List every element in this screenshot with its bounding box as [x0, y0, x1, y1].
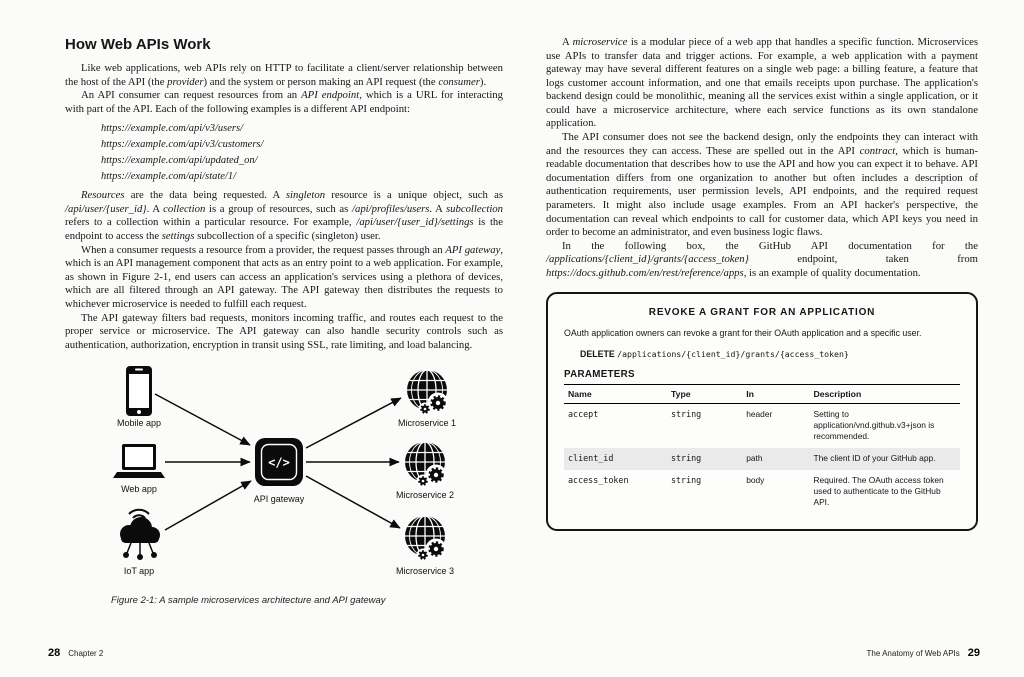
paragraph: Resources are the data being requested. A singleton resource is a unique object, such as /api/user/{user_id}. A collection is a group of resources, such as /api/profiles/users. A subcollection refers to a collection within a particular resource. For example, /api/user/{user_id}/settings is the endpoint to access the settings subcollection of a specific (singleton) user. — [65, 189, 504, 243]
label-iot-app: IoT app — [123, 566, 155, 577]
param-name: access_token — [568, 474, 629, 485]
paragraph: A microservice is a modular piece of a web app that handles a specific function. Microservices use APIs to transfer data and trigger actions. For example, a web application with a payment gateway may have several different features on a single web page: a billing feature, a feature that logs customer account information, and one that emails receipts upon purchase. The application's backend design could be monolithic, meaning all the services exist within a single application, or it could have a microservice architecture, where each service functions as its own standalone application. — [546, 36, 978, 130]
mobile-phone-icon — [126, 366, 152, 416]
table-header-row — [564, 385, 960, 404]
col-header-description: Description — [810, 385, 961, 404]
param-name: accept — [568, 409, 599, 420]
chapter-label: Chapter 2 — [68, 649, 104, 658]
param-in: body — [746, 474, 765, 485]
label-microservice-2: Microservice 2 — [395, 490, 455, 501]
doc-box-intro: OAuth application owners can revoke a grant for their OAuth application and a specific user. — [564, 328, 922, 339]
parameters-table — [564, 384, 960, 513]
figure-2-1 — [109, 362, 503, 606]
param-in: path — [746, 453, 763, 464]
paragraph: Like web applications, web APIs rely on HTTP to facilitate a client/server relationship between the host of the API (the provider) and the system or person making an API request (the consumer). — [65, 62, 503, 88]
param-description: The client ID of your GitHub app. — [813, 453, 936, 464]
chapter-label: The Anatomy of Web APIs — [866, 649, 960, 658]
param-name: client_id — [568, 453, 614, 464]
footer-right — [867, 647, 980, 659]
endpoint-example: https://example.com/api/v3/users/ — [101, 123, 244, 135]
microservice-3-icon — [405, 516, 447, 562]
arrow-mobile-to-gateway — [155, 394, 250, 445]
paragraph: The API consumer does not see the backend design, only the endpoints they can interact with and the resources they can access. These are spelled out in the API contract, which is human-readable documentation that describes how to use the API and how you can expect it to behave. API documentation differs from one organization to another but often includes a description of authentication requirements, user permission levels, API endpoints, and the required request parameters. It might also include usage examples. From an API hacker's perspective, the documentation can reveal which endpoints to call for customer data, which API keys you need in order to become an administrator, and even business logic flaws. — [546, 131, 978, 239]
page-left — [65, 36, 503, 606]
table-row — [564, 470, 960, 514]
microservice-1-icon — [407, 370, 449, 416]
arrow-gateway-to-ms1 — [306, 398, 401, 448]
endpoint-example: https://example.com/api/updated_on/ — [101, 154, 258, 166]
endpoint-example: https://example.com/api/state/1/ — [101, 170, 237, 182]
api-doc-box — [546, 292, 978, 530]
label-microservice-1: Microservice 1 — [397, 418, 457, 429]
param-type: string — [670, 409, 702, 420]
page-number: 28 — [48, 647, 61, 659]
laptop-icon — [113, 444, 165, 478]
table-row — [564, 448, 960, 470]
label-api-gateway: API gateway — [253, 494, 305, 505]
arrow-iot-to-gateway — [165, 481, 251, 530]
arrow-gateway-to-ms3 — [306, 476, 400, 528]
parameters-heading: PARAMETERS — [564, 369, 635, 381]
col-header-in: In — [742, 385, 809, 404]
param-description: Required. The OAuth access token used to authenticate to the GitHub API. — [813, 474, 944, 507]
col-header-name: Name — [564, 385, 667, 404]
page-right — [546, 36, 978, 531]
iot-cloud-icon — [120, 510, 160, 560]
svg-text:</>: </> — [268, 455, 290, 470]
col-header-type: Type — [667, 385, 742, 404]
label-microservice-3: Microservice 3 — [395, 566, 455, 577]
figure-caption: Figure 2-1: A sample microservices architecture and API gateway — [111, 595, 386, 607]
microservice-2-icon — [405, 442, 447, 488]
param-type: string — [670, 453, 702, 464]
doc-box-request-line — [580, 349, 960, 359]
microservices-diagram — [109, 362, 499, 584]
param-in: header — [746, 409, 773, 420]
page-number: 29 — [967, 647, 980, 659]
http-method: DELETE — [580, 349, 615, 360]
label-web-app: Web app — [121, 484, 157, 495]
param-description: Setting to application/vnd.github.v3+json is recommended. — [813, 409, 935, 442]
endpoint-example: https://example.com/api/v3/customers/ — [101, 139, 264, 151]
paragraph: The API gateway filters bad requests, monitors incoming traffic, and routes each request to the proper service or microservice. The API gateway can also handle security controls such as authentication, authorization, encryption in transit using SSL, rate limiting, and load balancing. — [65, 311, 503, 351]
param-type: string — [670, 474, 702, 485]
label-mobile-app: Mobile app — [116, 418, 162, 429]
doc-box-title: REVOKE A GRANT FOR AN APPLICATION — [648, 307, 876, 319]
section-heading: How Web APIs Work — [65, 36, 211, 53]
request-endpoint: /applications/{client_id}/grants/{access_token} — [617, 349, 849, 360]
paragraph: When a consumer requests a resource from a provider, the request passes through an API gateway, which is an API management component that acts as an entry point to a web application. For example, as shown in Figure 2-1, end users can access an application's services using a plethora of devices, which are all filtered through an API gateway. The API gateway then distributes the requests to whichever microservice is needed to fulfill each request. — [65, 243, 503, 310]
api-gateway-icon — [255, 438, 303, 486]
footer-left — [48, 647, 103, 659]
table-row — [564, 404, 960, 448]
paragraph: An API consumer can request resources from an API endpoint, which is a URL for interacting with part of the API. Each of the following examples is a different API endpoint: — [65, 89, 503, 115]
endpoint-examples — [101, 121, 503, 184]
paragraph: In the following box, the GitHub API documentation for the /applications/{client_id}/grants/{access_token} endpoint, taken from https://docs.github.com/en/rest/reference/apps, is an example of quality documentation. — [546, 239, 978, 279]
